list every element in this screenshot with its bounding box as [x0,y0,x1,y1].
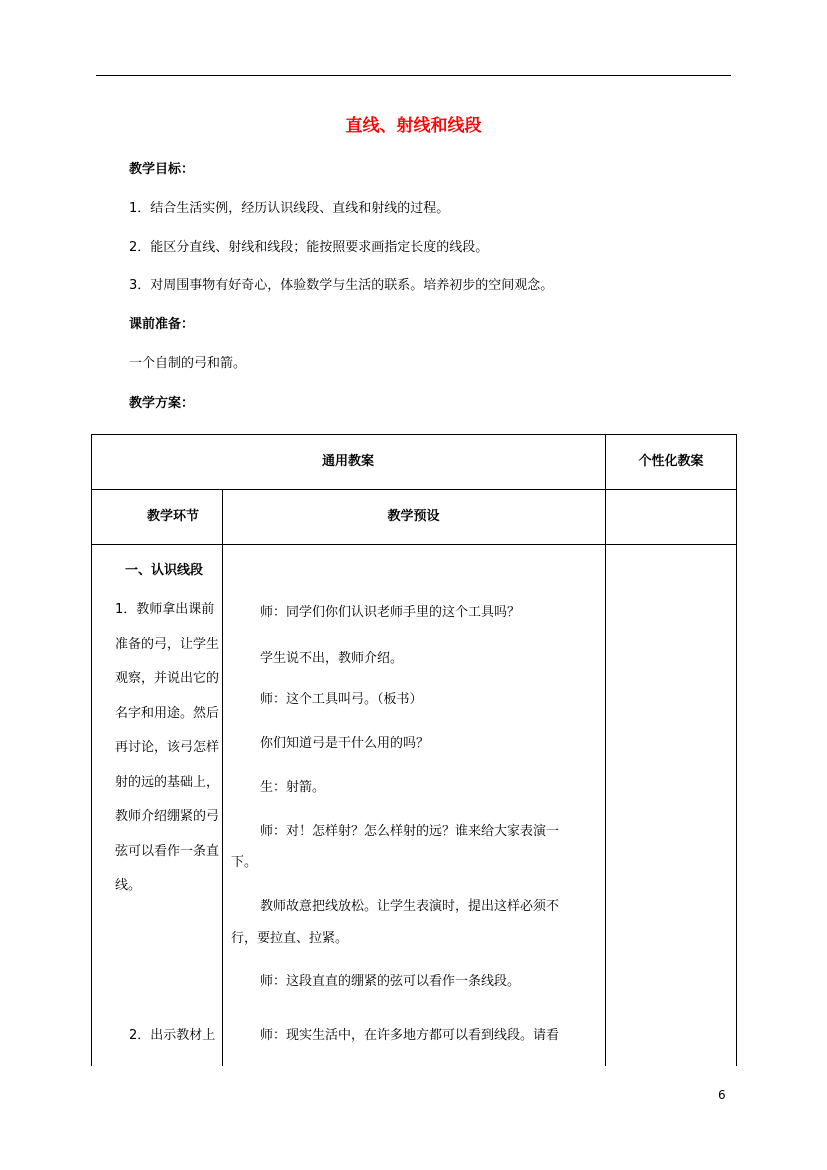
column-preset: 教学预设 [387,509,440,524]
column-stage: 教学环节 [146,509,199,524]
goals-heading: 教学目标： [129,162,195,177]
preset-line: 学生说不出，教师介绍。 [260,651,404,666]
header-general: 通用教案 [321,454,374,469]
plan-heading: 教学方案： [129,396,195,411]
preset-line: 师：这个工具叫弓。（板书） [260,692,423,707]
preset-line: 行，要拉直、拉紧。 [231,931,349,946]
header-rule [96,75,731,76]
stage-2-text: 2．出示教材上 [129,1028,216,1043]
table-border-left [91,434,92,1066]
table-border-top [91,434,737,435]
goal-item-1: 1．结合生活实例，经历认识线段、直线和射线的过程。 [129,201,450,216]
header-personal: 个性化教案 [638,454,704,469]
preset-line: 师：现实生活中，在许多地方都可以看到线段。请看 [260,1028,560,1043]
goal-item-3: 3．对周围事物有好奇心，体验数学与生活的联系。培养初步的空间观念。 [129,278,554,293]
goal-item-2: 2．能区分直线、射线和线段；能按照要求画指定长度的线段。 [129,240,489,255]
preset-line: 教师故意把线放松。让学生表演时，提出这样必须不 [260,899,560,914]
stage-title: 一、认识线段 [125,563,204,578]
stage-1-text: 1．教师拿出课前准备的弓，让学生观察，并说出它的名字和用途。然后再讨论，该弓怎样射的远的基础上，教师介绍绷紧的弓弦可以看作一条直线。 [115,602,220,893]
document-title: 直线、射线和线段 [345,116,482,136]
table-border-right [736,434,737,1066]
table-row-divider-2 [91,544,737,545]
preset-line: 师：同学们你们认识老师手里的这个工具吗？ [260,605,521,620]
preset-line: 师：这段直直的绷紧的弦可以看作一条线段。 [260,974,521,989]
table-row-divider-1 [91,489,737,490]
preset-line: 生：射箭。 [260,780,326,795]
preset-line: 下。 [231,855,258,870]
preset-line: 师：对！怎样射？怎么样射的远？谁来给大家表演一 [260,824,560,839]
prep-heading: 课前准备： [129,317,195,332]
preset-line: 你们知道弓是干什么用的吗？ [260,736,430,751]
page-number: 6 [718,1088,726,1102]
prep-text: 一个自制的弓和箭。 [129,356,247,371]
